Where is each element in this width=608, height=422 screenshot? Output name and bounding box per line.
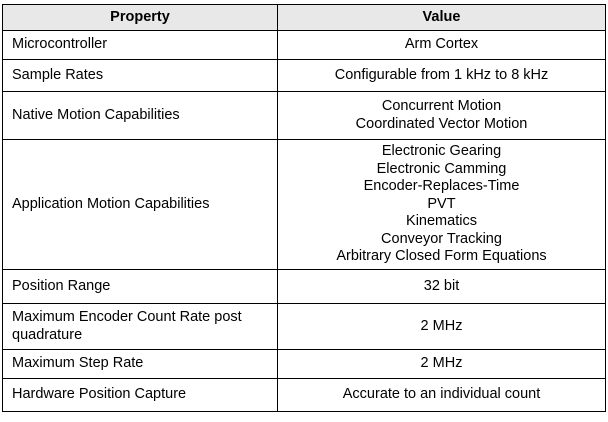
table-row xyxy=(3,379,606,412)
value-line: 32 bit xyxy=(423,277,460,294)
property-cell: Sample Rates xyxy=(3,60,278,92)
table-row xyxy=(3,270,606,304)
value-line: Concurrent Motion xyxy=(381,98,502,114)
property-cell: Hardware Position Capture xyxy=(3,379,278,412)
table-row xyxy=(3,304,606,350)
value-line: Conveyor Tracking xyxy=(381,230,502,247)
table-row xyxy=(3,350,606,379)
value-line: Accurate to an individual count xyxy=(342,386,541,403)
table-row xyxy=(3,92,606,140)
value-cell xyxy=(278,350,606,379)
property-cell: Microcontroller xyxy=(3,31,278,60)
value-line: Encoder-Replaces-Time xyxy=(363,178,520,195)
value-cell xyxy=(278,140,606,270)
value-cell xyxy=(278,270,606,304)
header-value: Value xyxy=(278,5,606,31)
header-property: Property xyxy=(3,5,278,31)
value-cell xyxy=(278,31,606,60)
property-cell: Maximum Encoder Count Rate post quadrature xyxy=(3,304,278,350)
table-row xyxy=(3,60,606,92)
property-cell: Native Motion Capabilities xyxy=(3,92,278,140)
value-cell xyxy=(278,379,606,412)
value-cell xyxy=(278,304,606,350)
table-header-row xyxy=(3,5,606,31)
value-line: Kinematics xyxy=(406,213,477,230)
property-cell: Application Motion Capabilities xyxy=(3,140,278,270)
value-line: Electronic Gearing xyxy=(381,143,502,160)
value-line: PVT xyxy=(427,195,456,212)
value-line: 2 MHz xyxy=(420,317,463,334)
property-cell: Maximum Step Rate xyxy=(3,350,278,379)
value-line: Configurable from 1 kHz to 8 kHz xyxy=(334,66,549,83)
table-row xyxy=(3,140,606,270)
value-line: Coordinated Vector Motion xyxy=(355,115,528,132)
specification-table xyxy=(2,4,606,412)
value-cell xyxy=(278,92,606,140)
value-line: 2 MHz xyxy=(420,355,463,372)
value-line: Arm Cortex xyxy=(404,36,479,53)
property-cell: Position Range xyxy=(3,270,278,304)
value-line: Electronic Camming xyxy=(376,160,507,177)
value-cell xyxy=(278,60,606,92)
table-row xyxy=(3,31,606,60)
value-line: Arbitrary Closed Form Equations xyxy=(336,248,547,265)
